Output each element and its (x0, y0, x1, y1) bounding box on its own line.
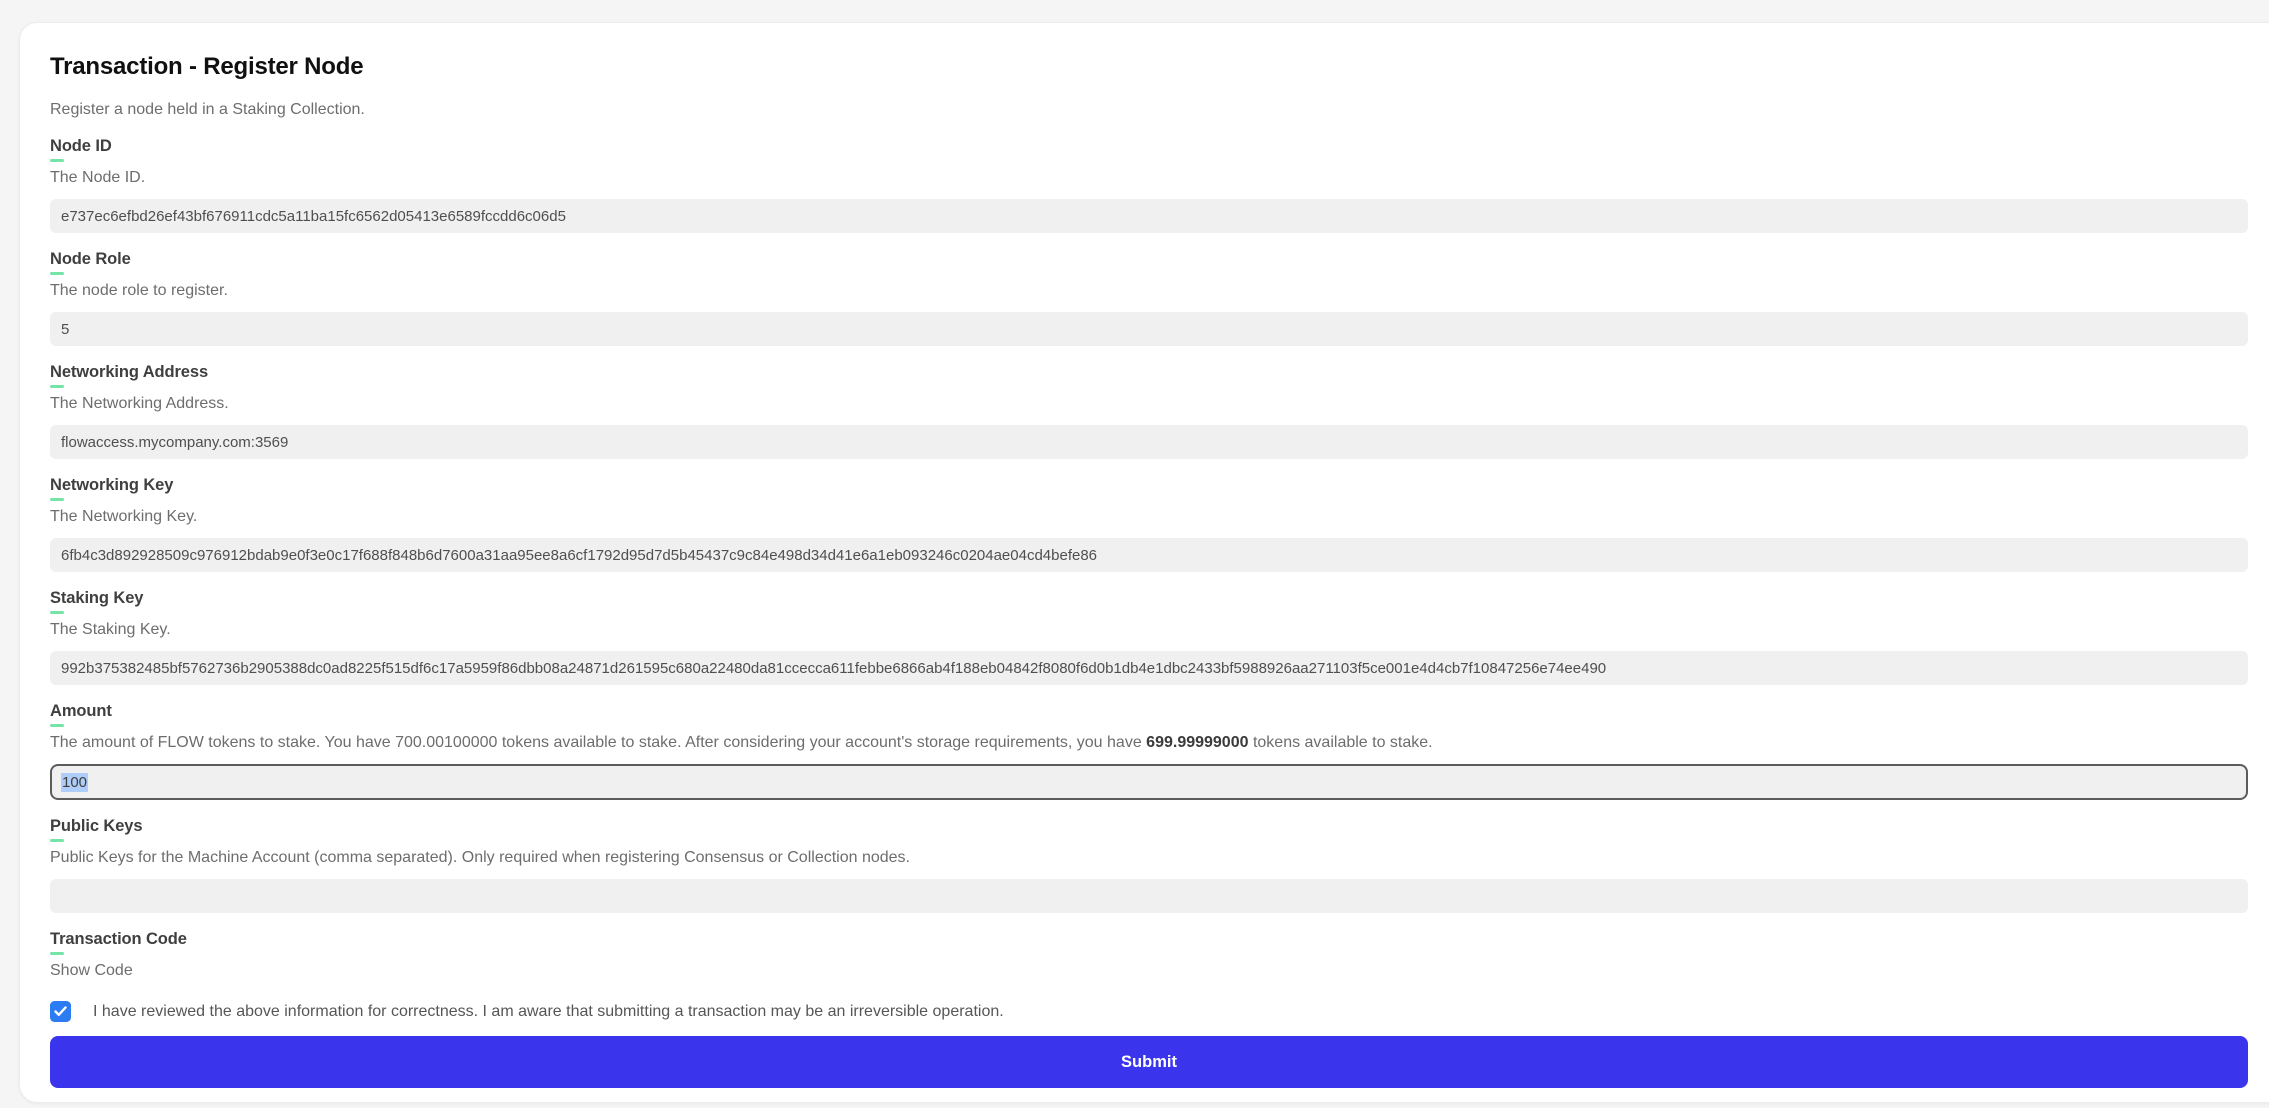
confirmation-checkbox[interactable] (50, 1001, 71, 1022)
node-id-field (50, 137, 2248, 233)
node-id-description: The Node ID. (50, 169, 146, 186)
networking-key-description: The Networking Key. (50, 508, 198, 525)
public-keys-description: Public Keys for the Machine Account (comma separated). Only required when registering Consensus or Collection nodes. (50, 849, 910, 866)
staking-key-field (50, 589, 2248, 685)
label-accent-underline (50, 839, 64, 842)
amount-input[interactable] (50, 764, 2248, 800)
page-subtitle: Register a node held in a Staking Collection. (50, 101, 365, 118)
confirmation-label: I have reviewed the above information for correctness. I am aware that submitting a transaction may be an irreversible operation. (93, 1003, 1004, 1020)
amount-field (50, 702, 2248, 800)
node-id-input[interactable] (50, 199, 2248, 233)
label-accent-underline (50, 272, 64, 275)
networking-address-description: The Networking Address. (50, 395, 229, 412)
confirmation-row (50, 1001, 2248, 1022)
staking-key-input[interactable] (50, 651, 2248, 685)
label-accent-underline (50, 611, 64, 614)
amount-label: Amount (50, 702, 112, 720)
transaction-code-section (50, 930, 2248, 981)
staking-key-description: The Staking Key. (50, 621, 171, 638)
label-accent-underline (50, 385, 64, 388)
transaction-code-label: Transaction Code (50, 930, 187, 948)
networking-address-label: Networking Address (50, 363, 209, 381)
staking-key-label: Staking Key (50, 589, 144, 607)
label-accent-underline (50, 498, 64, 501)
check-icon (54, 1006, 67, 1017)
node-id-label: Node ID (50, 137, 112, 155)
public-keys-field (50, 817, 2248, 913)
amount-selected-text: 100 (62, 773, 88, 791)
networking-address-input[interactable] (50, 425, 2248, 459)
show-code-toggle[interactable]: Show Code (50, 962, 133, 979)
submit-button-label: Submit (1121, 1052, 1177, 1071)
networking-key-field (50, 476, 2248, 572)
networking-address-field (50, 363, 2248, 459)
node-role-label: Node Role (50, 250, 131, 268)
networking-key-input[interactable] (50, 538, 2248, 572)
submit-button[interactable] (50, 1036, 2248, 1088)
label-accent-underline (50, 724, 64, 727)
amount-description: The amount of FLOW tokens to stake. You have 700.00100000 tokens available to stake. After considering your account's storage requirements, you have 699.99999000 tokens available to stake. (50, 734, 1433, 751)
node-role-field (50, 250, 2248, 346)
public-keys-input[interactable] (50, 879, 2248, 913)
node-role-description: The node role to register. (50, 282, 228, 299)
available-amount-bold: 699.99999000 (1146, 734, 1249, 751)
transaction-card (19, 22, 2269, 1103)
networking-key-label: Networking Key (50, 476, 174, 494)
label-accent-underline (50, 952, 64, 955)
node-role-input[interactable] (50, 312, 2248, 346)
label-accent-underline (50, 159, 64, 162)
page-title: Transaction - Register Node (50, 53, 364, 80)
public-keys-label: Public Keys (50, 817, 143, 835)
